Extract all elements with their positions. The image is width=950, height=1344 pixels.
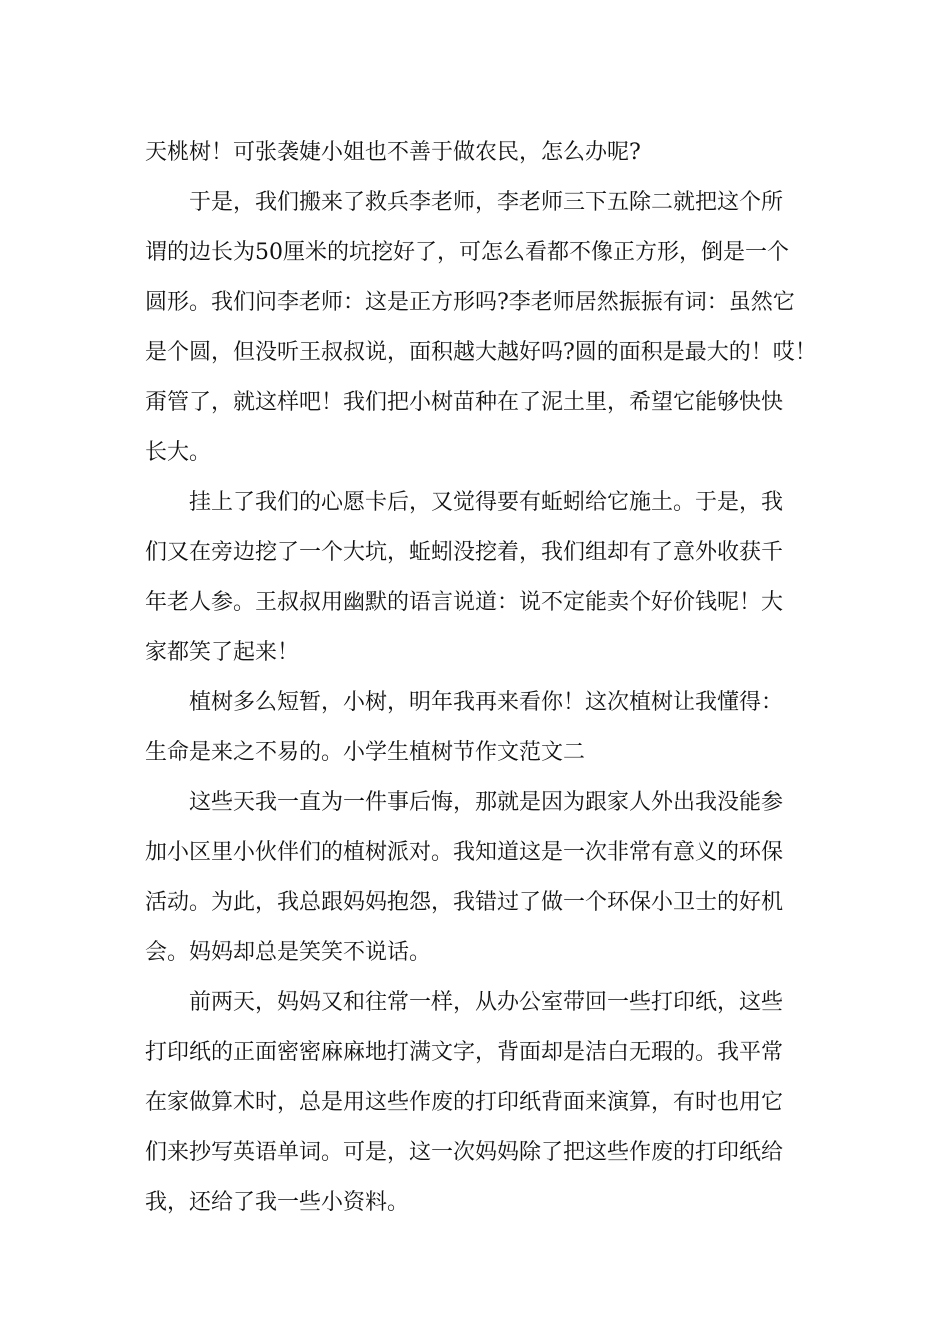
text-line: 挂上了我们的心愿卡后，又觉得要有蚯蚓给它施土。于是，我 (189, 490, 784, 515)
text-line: 天桃树！可张袭婕小姐也不善于做农民，怎么办呢? (145, 140, 641, 165)
text-line: 是个圆，但没听王叔叔说，面积越大越好吗?圆的面积是最大的！哎！ (145, 340, 817, 365)
text-line: 活动。为此，我总跟妈妈抱怨，我错过了做一个环保小卫士的好机 (145, 890, 784, 915)
text-line: 生命是来之不易的。小学生植树节作文范文二 (145, 740, 586, 765)
text-line: 加小区里小伙伴们的植树派对。我知道这是一次非常有意义的环保 (145, 840, 784, 865)
text-line: 长大。 (145, 440, 212, 465)
text-line: 家都笑了起来！ (145, 640, 300, 665)
text-line: 谓的边长为50厘米的坑挖好了，可怎么看都不像正方形，倒是一个 (145, 240, 789, 265)
text-line: 于是，我们搬来了救兵李老师，李老师三下五除二就把这个所 (189, 190, 784, 215)
text-line: 们来抄写英语单词。可是，这一次妈妈除了把这些作废的打印纸给 (145, 1140, 784, 1165)
text-line: 前两天，妈妈又和往常一样，从办公室带回一些打印纸，这些 (189, 990, 784, 1015)
text-line: 年老人参。王叔叔用幽默的语言说道：说不定能卖个好价钱呢！大 (145, 590, 784, 615)
text-line: 们又在旁边挖了一个大坑，蚯蚓没挖着，我们组却有了意外收获千 (145, 540, 784, 565)
text-line: 我，还给了我一些小资料。 (145, 1190, 410, 1215)
document-body (145, 128, 817, 1228)
text-line: 打印纸的正面密密麻麻地打满文字，背面却是洁白无瑕的。我平常 (145, 1040, 784, 1065)
text-line: 甭管了，就这样吧！我们把小树苗种在了泥土里，希望它能够快快 (145, 390, 784, 415)
text-line: 会。妈妈却总是笑笑不说话。 (145, 940, 432, 965)
text-line: 这些天我一直为一件事后悔，那就是因为跟家人外出我没能参 (189, 790, 784, 815)
text-line: 圆形。我们问李老师：这是正方形吗?李老师居然振振有词：虽然它 (145, 290, 795, 315)
text-line: 植树多么短暂，小树，明年我再来看你！这次植树让我懂得： (189, 690, 784, 715)
text-line: 在家做算术时，总是用这些作废的打印纸背面来演算，有时也用它 (145, 1090, 784, 1115)
